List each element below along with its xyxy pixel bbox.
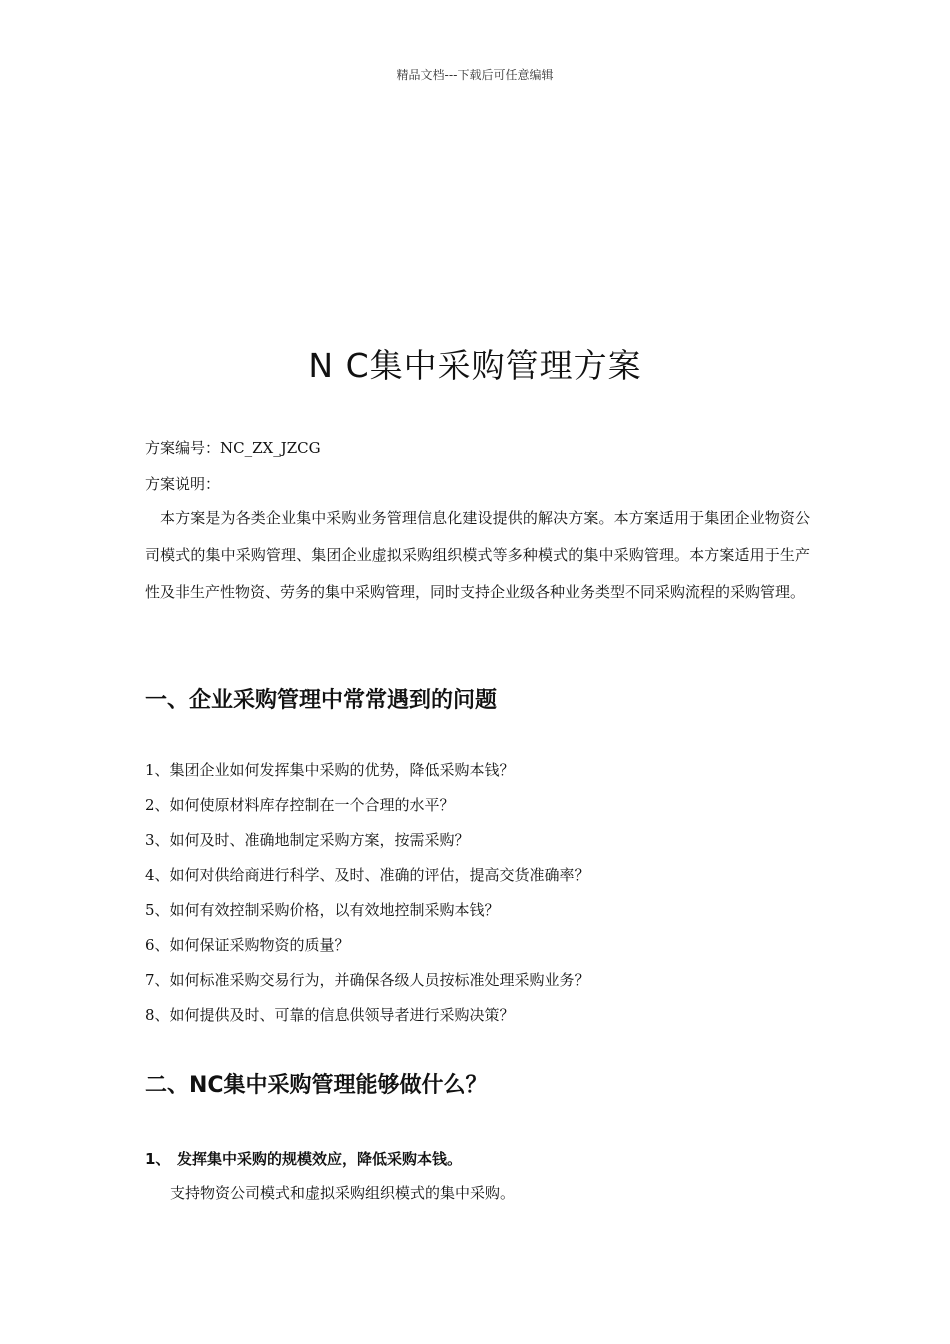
list-item: 8、如何提供及时、可靠的信息供领导者进行采购决策？ xyxy=(145,1006,515,1024)
intro-paragraph: 本方案是为各类企业集中采购业务管理信息化建设提供的解决方案。本方案适用于集团企业物资公司模式的集中采购管理、集团企业虚拟采购组织模式等多种模式的集中采购管理。本方案适用于生产性及非生产性物资、劳务的集中采购管理，同时支持企业级各种业务类型不同采购流程的采购管理。 xyxy=(145,509,810,601)
header-note: 精品文档---下载后可任意编辑 xyxy=(396,68,554,82)
subheading-title: 发挥集中采购的规模效应，降低采购本钱。 xyxy=(177,1150,463,1168)
list-item: 1、集团企业如何发挥集中采购的优势，降低采购本钱？ xyxy=(145,761,515,779)
list-item: 2、如何使原材料库存控制在一个合理的水平？ xyxy=(145,796,455,814)
plan-code-line: 方案编号：NC_ZX_JZCG xyxy=(145,439,321,457)
list-item: 4、如何对供给商进行科学、及时、准确的评估，提高交货准确率？ xyxy=(145,866,590,884)
subheading-number: 1、 xyxy=(145,1150,171,1168)
problem-list xyxy=(145,757,590,1037)
list-item: 6、如何保证采购物资的质量？ xyxy=(145,936,350,954)
list-item: 3、如何及时、准确地制定采购方案，按需采购？ xyxy=(145,831,470,849)
list-item: 7、如何标准采购交易行为，并确保各级人员按标准处理采购业务？ xyxy=(145,971,590,989)
plan-description-label: 方案说明： xyxy=(145,475,221,493)
section2-heading: 二、NC集中采购管理能够做什么？ xyxy=(145,1073,488,1098)
document-title: N C集中采购管理方案 xyxy=(308,346,642,385)
section2-subheading xyxy=(145,1148,462,1169)
section2-sub-paragraph: 支持物资公司模式和虚拟采购组织模式的集中采购。 xyxy=(170,1184,516,1202)
list-item: 5、如何有效控制采购价格，以有效地控制采购本钱？ xyxy=(145,901,500,919)
section1-heading: 一、企业采购管理中常常遇到的问题 xyxy=(145,688,498,713)
